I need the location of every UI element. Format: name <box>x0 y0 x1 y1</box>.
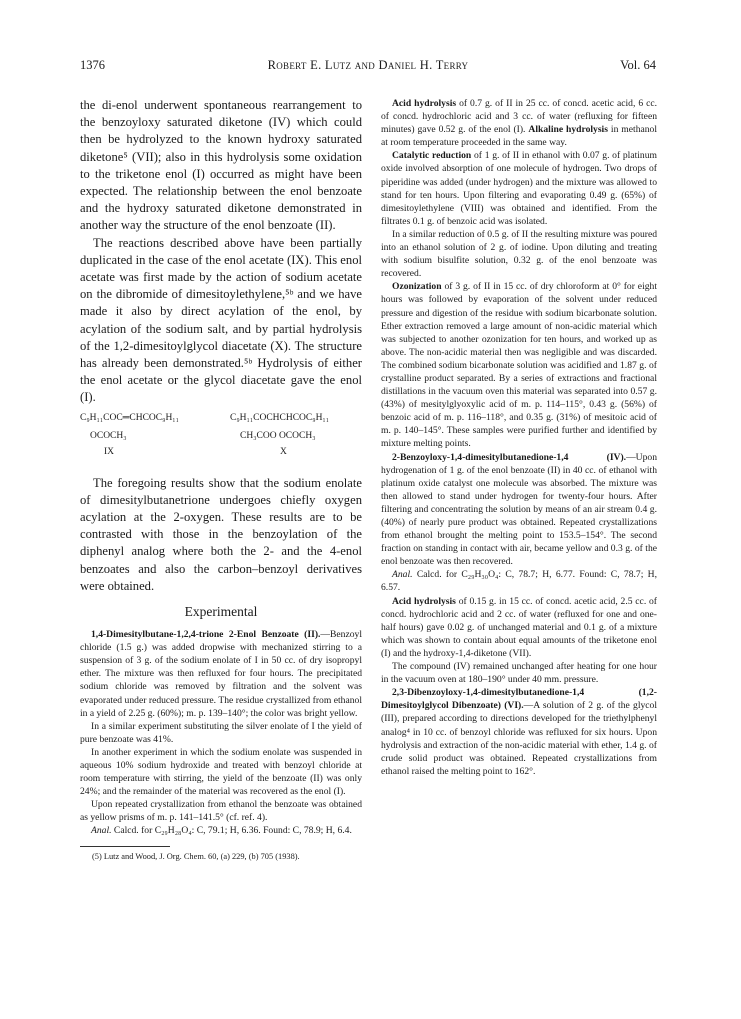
page-header <box>80 58 656 74</box>
footnote: (5) Lutz and Wood, J. Org. Chem. 60, (a) 229, (b) 705 (1938). <box>92 851 300 861</box>
paragraph: 2,3-Dibenzoyloxy-1,4-dimesitylbutanedione-1,4 (1,2-Dimesitoylglycol Dibenzoate) (VI).—A solution of 2 g. of the glycol (III), prepared according to directions developed for the triethylphenyl analog⁴ in 10 cc. of benzoyl chloride was refluxed for six hours. Upon hydrolysis and extraction of the non-acidic material with ether, 1.4 g. of crude solid product was obtained. Repeated crystallizations from ethanol raised the melting point to 162°. <box>381 687 657 777</box>
paragraph: 1,4-Dimesitylbutane-1,2,4-trione 2-Enol Benzoate (II).—Benzoyl chloride (1.5 g.) was added dropwise with mechanized stirring to a suspension of 3 g. of the sodium enolate of I in 50 cc. of dry isopropyl ether. The mixture was then refluxed for four hours. The precipitated sodium chloride was removed by filtration and the solvent was evaporated under reduced pressure. The residue crystallized from ethanol in a yield of 2.25 g. (60%); m. p. 139–140°; the color was bright yellow. <box>80 629 362 719</box>
formula-x-sub: CH₃COO OCOCH₃ <box>240 430 316 441</box>
volume-label: Vol. 64 <box>620 58 656 72</box>
analysis-line: Anal. Calcd. for C₂₉H₂₈O₄: C, 79.1; H, 6.36. Found: C, 78.9; H, 6.4. <box>91 825 352 837</box>
formula-ix-main: C₉H₁₁COC═CHCOC₉H₁₁ <box>80 412 179 423</box>
compound-heading: 2,3-Dibenzoyloxy-1,4-dimesitylbutanedione-1,4 (1,2-Dimesitoylglycol Dibenzoate) (VI). <box>381 687 657 712</box>
paragraph: Upon repeated crystallization from ethanol the benzoate was obtained as yellow prisms of m. p. 141–141.5° (cf. ref. 4). <box>80 799 362 824</box>
paragraph: In another experiment in which the sodium enolate was suspended in aqueous 10% sodium hydroxide and treated with benzoyl chloride at room temperature with stirring, the yield of the benzoate (II) was only 24%; and the remainder of the material was recovered as the enol (I). <box>80 746 362 798</box>
paragraph: The foregoing results show that the sodium enolate of dimesitylbutanetrione undergoes chiefly oxygen acylation at the 2-oxygen. These results are to be contrasted with those in the benzoylation of the diphenyl analog where both the 2- and the 4-enol benzoates and also the carbon–benzoyl derivatives were obtained. <box>80 475 362 593</box>
paragraph: Ozonization of 3 g. of II in 15 cc. of dry chloroform at 0° for eight hours was followed by evaporation of the solvent under reduced pressure and digestion of the residue with sodium bicarbonate solution. Ether extraction removed a large amount of non-acidic material which was subjected to another ozonization for ten hours, and worked up as above. The non-acidic material then was negligible and was discarded. The combined sodium bicarbonate solution was acidified and 1.87 g. of crystalline product separated. By a series of extractions and fractional distillations in the vacuum oven this material was separated into 0.57 g. (43%) of mesitylglyoxylic acid of m. p. 114–115°, 0.43 g. (56%) of benzoic acid of m. p. 116–118°, and 0.35 g. (31%) of mesitoic acid of m. p. 140–145°. These samples were purified further and identified by mixture melting points. <box>381 281 657 450</box>
structural-formulas <box>80 411 362 469</box>
paragraph: Catalytic reduction of 1 g. of II in ethanol with 0.07 g. of platinum oxide involved absorption of one molecule of hydrogen. Two drops of piperidine was added (under hydrogen) and the mixture was allowed to stand for ten hours. Upon filtering and evaporating 0.49 g. (65%) of dimesitoylethylene (VIII) was obtained and identified. From the filtrates 0.1 g. of benzoic acid was isolated. <box>381 150 657 227</box>
right-column <box>381 97 657 778</box>
paragraph: Acid hydrolysis of 0.7 g. of II in 25 cc. of concd. acetic acid, 6 cc. of concd. hydrochloric acid and 3 cc. of water (refluxing for fifteen minutes) gave 0.52 g. of the enol (I). Alkaline hydrolysis in methanol at room temperature proceeded in the same way. <box>381 98 658 149</box>
compound-heading: 1,4-Dimesitylbutane-1,2,4-trione 2-Enol Benzoate (II). <box>91 629 321 641</box>
paragraph: Acid hydrolysis of 0.15 g. in 15 cc. of concd. acetic acid, 2.5 cc. of concd. hydrochloric acid and 2 cc. of water (refluxed for one and one-half hours) gave 0.02 g. of unchanged material and 0.1 g. of a mixture which was shown to contain about equal amounts of the triketone enol (I) and the hydroxy-1,4-diketone (VII). <box>381 595 657 659</box>
paragraph: In a similar reduction of 0.5 g. of II the resulting mixture was poured into an ethanol solution of 2 g. of iodine. Upon diluting and treating with sodium bisulfite solution, 0.32 g. of the enol benzoate was recovered. <box>381 228 657 280</box>
paragraph: The reactions described above have been partially duplicated in the case of the enol acetate (IX). This enol acetate was first made by the action of sodium acetate on the dibromide of dimesitoylethylene,⁵ᵇ and we have made it also by direct acylation of the enol, by acylation of the sodium salt, and by partial hydrolysis of the 1,2-dimesitoylglycol diacetate (X). The structure has already been demonstrated.⁵ᵇ Hydrolysis of either the enol acetate or the glycol diacetate gave the enol (I). <box>80 235 362 405</box>
formula-x-main: C₉H₁₁COCHCHCOC₉H₁₁ <box>230 412 330 423</box>
page-number: 1376 <box>80 58 105 72</box>
paragraph: the di-enol underwent spontaneous rearrangement to the benzoyloxy saturated diketone (IV) which could then be hydrolyzed to the known hydroxy saturated diketone⁵ (VII); also in this hydrolysis some oxidation to the triketone enol (I) occurred as might have been expected. The relationship between the enol benzoate and the hydroxy saturated diketone demonstrated in another way the structure of the enol benzoate (II). <box>80 98 362 233</box>
paragraph: In a similar experiment substituting the silver enolate of I the yield of pure benzoate was 41%. <box>80 720 362 745</box>
section-heading: Experimental <box>184 604 258 620</box>
analysis-line: Anal. Calcd. for C₂₉H₃₀O₄: C, 78.7; H, 6.77. Found: C, 78.7; H, 6.57. <box>381 569 657 594</box>
paragraph: 2-Benzoyloxy-1,4-dimesitylbutanedione-1,4 (IV).—Upon hydrogenation of 1 g. of the enol benzoate (II) in 40 cc. of ethanol with platinum oxide catalyst one molecule was absorbed. The mixture was then allowed to stand under hydrogen for twenty-four hours. After filtering and concentrating the solution by means of an air stream 0.4 g. (40%) of nearly pure product was obtained. Repeated crystallizations from ethanol brought the melting point to 153.5–154°. The second fraction on standing in contact with air, became yellow and 0.3 g. of the enol benzoate was then recovered. <box>381 451 657 568</box>
compound-heading: 2-Benzoyloxy-1,4-dimesitylbutanedione-1,4 (IV). <box>392 451 627 463</box>
formula-ix-label: IX <box>104 446 115 457</box>
running-title: Robert E. Lutz and Daniel H. Terry <box>267 58 469 72</box>
formula-ix-sub: OCOCH₃ <box>90 430 127 441</box>
left-column <box>80 97 362 862</box>
footnote-rule <box>80 846 170 847</box>
formula-x-label: X <box>280 446 287 457</box>
paragraph: The compound (IV) remained unchanged after heating for one hour in the vacuum oven at 180–190° under 40 mm. pressure. <box>381 661 657 686</box>
